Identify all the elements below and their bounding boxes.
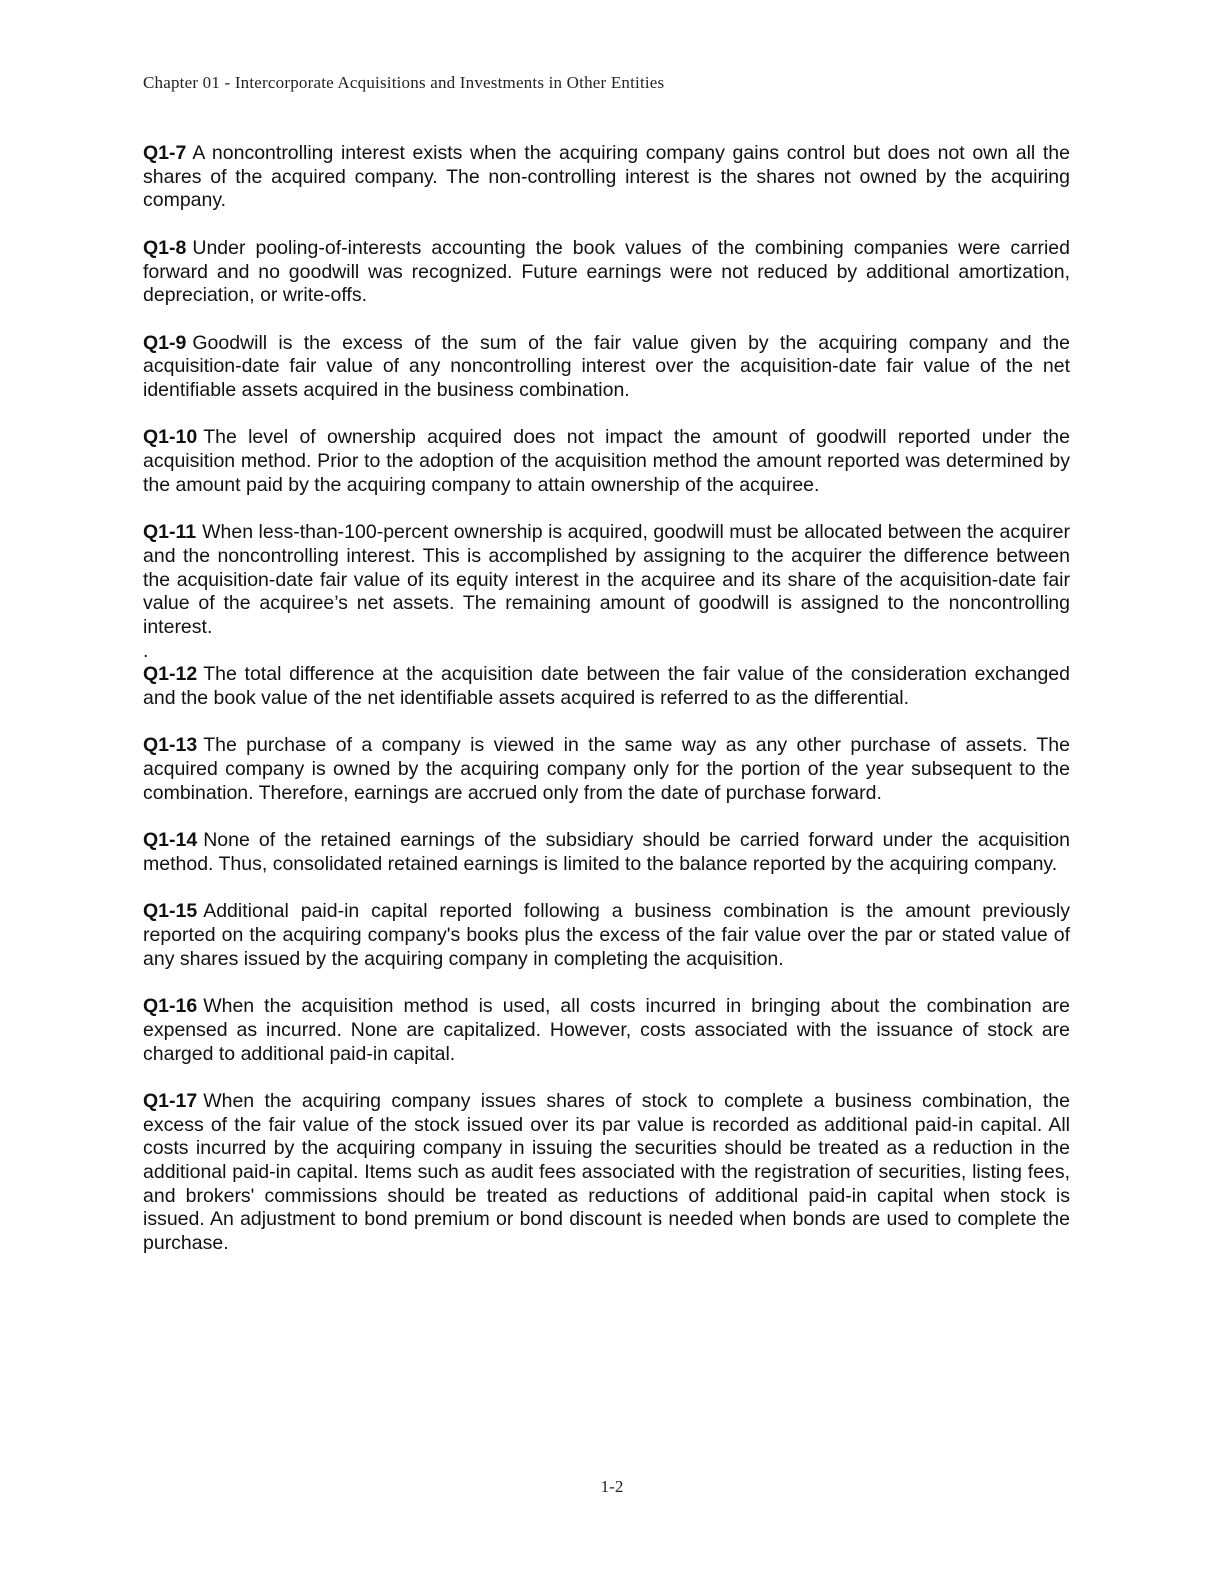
answer-label: Q1-12 — [143, 663, 198, 686]
answer-q1-8 — [143, 237, 1070, 308]
answer-text: A noncontrolling interest exists when the acquiring company gains control but does not own all the shares of the acquired company. The non-controlling interest is the shares not owned by the acquiring company. — [143, 142, 1070, 212]
answer-label: Q1-10 — [143, 426, 198, 449]
answer-label: Q1-11 — [143, 521, 197, 544]
answer-text: The total difference at the acquisition date between the fair value of the consideration exchanged and the book value of the net identifiable assets acquired is referred to as the differential. — [143, 663, 1070, 710]
answer-text: None of the retained earnings of the subsidiary should be carried forward under the acquisition method. Thus, consolidated retained earnings is limited to the balance reported by the acquiring company. — [143, 829, 1070, 875]
answer-label: Q1-17 — [143, 1089, 198, 1112]
answer-q1-10 — [143, 426, 1070, 497]
answer-q1-9 — [143, 332, 1070, 403]
answer-text: Additional paid-in capital reported following a business combination is the amount previously reported on the acquiring company's books plus the excess of the fair value over the par or stated value of any shares issued by the acquiring company in completing the acquisition. — [143, 900, 1070, 970]
answer-q1-14 — [143, 829, 1070, 876]
answer-text: The level of ownership acquired does not impact the amount of goodwill reported under the acquisition method. Prior to the adoption of the acquisition method the amount reported was determined by the amount paid by the acquiring company to attain ownership of the acquiree. — [143, 426, 1070, 496]
answer-q1-13 — [143, 734, 1070, 805]
answer-text: When the acquisition method is used, all costs incurred in bringing about the combination are expensed as incurred. None are capitalized. However, costs associated with the issuance of stock are charged to additional paid-in capital. — [143, 995, 1070, 1065]
answer-text: When the acquiring company issues shares of stock to complete a business combination, the excess of the fair value of the stock issued over its par value is recorded as additional paid-in capital. All costs incurred by the acquiring company in issuing the securities should be treated as a reduction in the additional paid-in capital. Items such as audit fees associated with the registration of securities, listing fees, and brokers' commissions should be treated as reductions of additional paid-in capital when stock is issued. An adjustment to bond premium or bond discount is needed when bonds are used to complete the purchase. — [143, 1089, 1070, 1255]
answer-q1-15 — [143, 900, 1070, 971]
answer-text: When less-than-100-percent ownership is acquired, goodwill must be allocated between the acquirer and the noncontrolling interest. This is accomplished by assigning to the acquirer the difference between the acquisition-date fair value of its equity interest in the acquiree and its share of the acquisition-date fair value of the acquiree’s net assets. The remaining amount of goodwill is assigned to the noncontrolling interest. — [143, 521, 1070, 638]
answer-q1-17 — [143, 1090, 1070, 1256]
answer-text: Goodwill is the excess of the sum of the fair value given by the acquiring company and the acquisition-date fair value of any noncontrolling interest over the acquisition-date fair value of the net identifiable assets acquired in the business combination. — [143, 331, 1070, 401]
answer-q1-12 — [143, 663, 1070, 710]
answer-q1-16 — [143, 995, 1070, 1066]
answer-text: Under pooling-of-interests accounting the book values of the combining companies were carried forward and no goodwill was recognized. Future earnings were not reduced by additional amortization, depreciation, or write-offs. — [143, 236, 1070, 307]
answers-list — [143, 142, 1070, 1280]
answer-label: Q1-16 — [143, 995, 198, 1018]
answer-label: Q1-9 — [143, 331, 187, 354]
running-header: Chapter 01 - Intercorporate Acquisitions and Investments in Other Entities — [143, 73, 665, 92]
page-number: 1-2 — [600, 1477, 624, 1496]
answer-q1-7 — [143, 142, 1070, 213]
answer-label: Q1-13 — [143, 734, 198, 757]
answer-label: Q1-15 — [143, 900, 198, 923]
answer-label: Q1-8 — [143, 236, 187, 259]
stray-period-mark: . — [143, 639, 149, 662]
answer-text: The purchase of a company is viewed in the same way as any other purchase of assets. The acquired company is owned by the acquiring company only for the portion of the year subsequent to the combination. Therefore, earnings are accrued only from the date of purchase forward. — [143, 734, 1070, 804]
answer-label: Q1-14 — [143, 829, 198, 852]
answer-label: Q1-7 — [143, 142, 187, 164]
answer-q1-11 — [143, 521, 1070, 640]
